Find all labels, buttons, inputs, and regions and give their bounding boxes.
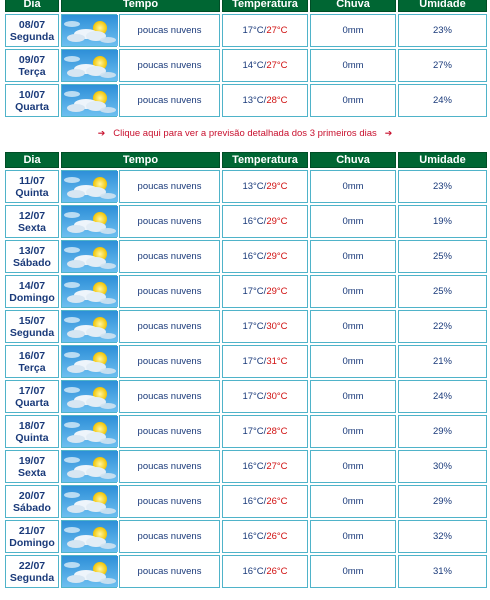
weekday: Sexta [17, 466, 47, 479]
rain-cell: 0mm [310, 555, 396, 588]
min-temp: 17°C [242, 426, 264, 437]
forecast-table-first-days [3, 0, 489, 119]
table-row [5, 84, 487, 117]
date: 14/07 [18, 279, 46, 292]
max-temp: 30°C [266, 321, 288, 332]
day-cell [5, 14, 59, 47]
weather-description: poucas nuvens [119, 555, 220, 588]
min-temp: 16°C [242, 216, 264, 227]
partly-cloudy-icon [62, 381, 118, 412]
table-header-row [5, 0, 487, 12]
day-cell [5, 275, 59, 308]
day-cell [5, 49, 59, 82]
weather-description: poucas nuvens [119, 415, 220, 448]
date: 22/07 [18, 559, 46, 572]
partly-cloudy-icon [62, 451, 118, 482]
weather-description: poucas nuvens [119, 14, 220, 47]
humidity-cell: 22% [398, 310, 487, 343]
weekday: Domingo [9, 536, 55, 549]
header-humidity: Umidade [398, 152, 487, 168]
min-temp: 13°C [242, 95, 264, 106]
max-temp: 30°C [266, 391, 288, 402]
day-cell [5, 345, 59, 378]
header-temperature: Temperatura [222, 0, 308, 12]
weather-icon-cell [61, 205, 117, 238]
temperature-cell: 13°C/28°C [222, 84, 308, 117]
header-weather: Tempo [61, 0, 220, 12]
partly-cloudy-icon [62, 15, 118, 46]
date: 15/07 [18, 314, 46, 327]
max-temp: 29°C [266, 216, 288, 227]
day-cell [5, 520, 59, 553]
rain-cell: 0mm [310, 240, 396, 273]
humidity-cell: 24% [398, 84, 487, 117]
weather-description: poucas nuvens [119, 49, 220, 82]
max-temp: 29°C [266, 251, 288, 262]
temperature-cell: 17°C/29°C [222, 275, 308, 308]
table-row [5, 485, 487, 518]
weather-icon-cell [61, 450, 117, 483]
header-day: Dia [5, 0, 59, 12]
date: 17/07 [18, 384, 46, 397]
table-row [5, 555, 487, 588]
weekday: Domingo [9, 291, 55, 304]
day-cell [5, 170, 59, 203]
date: 19/07 [18, 454, 46, 467]
header-temperature: Temperatura [222, 152, 308, 168]
weather-description: poucas nuvens [119, 275, 220, 308]
weather-icon-cell [61, 345, 117, 378]
table-row [5, 205, 487, 238]
max-temp: 28°C [266, 426, 288, 437]
partly-cloudy-icon [62, 171, 118, 202]
max-temp: 27°C [266, 60, 288, 71]
humidity-cell: 27% [398, 49, 487, 82]
humidity-cell: 21% [398, 345, 487, 378]
max-temp: 31°C [266, 356, 288, 367]
rain-cell: 0mm [310, 275, 396, 308]
weekday: Segunda [9, 571, 55, 584]
table-row [5, 520, 487, 553]
partly-cloudy-icon [62, 276, 118, 307]
max-temp: 27°C [266, 25, 288, 36]
weather-icon-cell [61, 275, 117, 308]
table-row [5, 380, 487, 413]
table-header-row [5, 152, 487, 168]
weather-icon-cell [61, 380, 117, 413]
rain-cell: 0mm [310, 170, 396, 203]
humidity-cell: 25% [398, 240, 487, 273]
table-row [5, 49, 487, 82]
partly-cloudy-icon [62, 416, 118, 447]
weekday: Quarta [15, 100, 49, 113]
min-temp: 14°C [242, 60, 264, 71]
weather-icon-cell [61, 49, 117, 82]
day-cell [5, 415, 59, 448]
rain-cell: 0mm [310, 49, 396, 82]
day-cell [5, 205, 59, 238]
header-rain: Chuva [310, 0, 396, 12]
partly-cloudy-icon [62, 50, 118, 81]
weather-description: poucas nuvens [119, 310, 220, 343]
partly-cloudy-icon [62, 486, 118, 517]
humidity-cell: 19% [398, 205, 487, 238]
temperature-cell: 16°C/27°C [222, 450, 308, 483]
table-row [5, 310, 487, 343]
partly-cloudy-icon [62, 241, 118, 272]
rain-cell: 0mm [310, 84, 396, 117]
table-row [5, 170, 487, 203]
weather-icon-cell [61, 555, 117, 588]
humidity-cell: 29% [398, 415, 487, 448]
weather-icon-cell [61, 84, 117, 117]
weekday: Sexta [17, 221, 47, 234]
humidity-cell: 29% [398, 485, 487, 518]
max-temp: 27°C [266, 461, 288, 472]
min-temp: 16°C [242, 531, 264, 542]
weather-description: poucas nuvens [119, 450, 220, 483]
partly-cloudy-icon [62, 85, 118, 116]
table-row [5, 450, 487, 483]
temperature-cell: 16°C/29°C [222, 205, 308, 238]
weather-description: poucas nuvens [119, 240, 220, 273]
max-temp: 29°C [266, 286, 288, 297]
weekday: Quinta [15, 431, 49, 444]
weather-icon-cell [61, 520, 117, 553]
table-row [5, 240, 487, 273]
weather-icon-cell [61, 14, 117, 47]
arrow-left-icon: ➔ [384, 128, 393, 138]
min-temp: 17°C [242, 391, 264, 402]
max-temp: 29°C [266, 181, 288, 192]
weekday: Quinta [15, 186, 49, 199]
day-cell [5, 240, 59, 273]
rain-cell: 0mm [310, 380, 396, 413]
weather-icon-cell [61, 310, 117, 343]
rain-cell: 0mm [310, 345, 396, 378]
humidity-cell: 24% [398, 380, 487, 413]
temperature-cell: 16°C/26°C [222, 555, 308, 588]
weekday: Quarta [15, 396, 49, 409]
max-temp: 26°C [266, 566, 288, 577]
date: 10/07 [18, 88, 46, 101]
table-row [5, 415, 487, 448]
weekday: Segunda [9, 326, 55, 339]
min-temp: 16°C [242, 251, 264, 262]
temperature-cell: 16°C/26°C [222, 485, 308, 518]
table-row [5, 345, 487, 378]
partly-cloudy-icon [62, 521, 118, 552]
rain-cell: 0mm [310, 310, 396, 343]
header-day: Dia [5, 152, 59, 168]
day-cell [5, 84, 59, 117]
temperature-cell: 17°C/27°C [222, 14, 308, 47]
weather-description: poucas nuvens [119, 205, 220, 238]
partly-cloudy-icon [62, 556, 118, 587]
humidity-cell: 25% [398, 275, 487, 308]
header-rain: Chuva [310, 152, 396, 168]
notice-text[interactable]: Clique aqui para ver a previsão detalhada dos 3 primeiros dias [113, 128, 377, 139]
day-cell [5, 555, 59, 588]
weekday: Terça [18, 65, 46, 78]
date: 11/07 [19, 174, 45, 187]
table-row [5, 275, 487, 308]
day-cell [5, 450, 59, 483]
date: 20/07 [18, 489, 46, 502]
day-cell [5, 485, 59, 518]
date: 13/07 [18, 244, 46, 257]
max-temp: 26°C [266, 496, 288, 507]
date: 16/07 [18, 349, 46, 362]
partly-cloudy-icon [62, 311, 118, 342]
rain-cell: 0mm [310, 450, 396, 483]
date: 09/07 [18, 53, 46, 66]
day-cell [5, 310, 59, 343]
date: 18/07 [18, 419, 46, 432]
weather-description: poucas nuvens [119, 170, 220, 203]
weather-icon-cell [61, 240, 117, 273]
weather-description: poucas nuvens [119, 380, 220, 413]
table-row [5, 14, 487, 47]
min-temp: 17°C [242, 321, 264, 332]
max-temp: 28°C [266, 95, 288, 106]
min-temp: 17°C [242, 286, 264, 297]
min-temp: 17°C [242, 356, 264, 367]
min-temp: 16°C [242, 496, 264, 507]
temperature-cell: 16°C/29°C [222, 240, 308, 273]
humidity-cell: 23% [398, 170, 487, 203]
weather-description: poucas nuvens [119, 345, 220, 378]
rain-cell: 0mm [310, 520, 396, 553]
temperature-cell: 17°C/30°C [222, 380, 308, 413]
weekday: Terça [18, 361, 46, 374]
rain-cell: 0mm [310, 415, 396, 448]
temperature-cell: 17°C/31°C [222, 345, 308, 378]
humidity-cell: 32% [398, 520, 487, 553]
temperature-cell: 16°C/26°C [222, 520, 308, 553]
arrow-right-icon: ➔ [97, 128, 106, 138]
min-temp: 16°C [242, 461, 264, 472]
rain-cell: 0mm [310, 14, 396, 47]
weather-description: poucas nuvens [119, 520, 220, 553]
detailed-forecast-link[interactable] [0, 128, 490, 142]
min-temp: 17°C [242, 25, 264, 36]
header-humidity: Umidade [398, 0, 487, 12]
weather-description: poucas nuvens [119, 84, 220, 117]
day-cell [5, 380, 59, 413]
partly-cloudy-icon [62, 206, 118, 237]
weather-icon-cell [61, 170, 117, 203]
weather-icon-cell [61, 415, 117, 448]
weekday: Sábado [13, 501, 51, 514]
weather-description: poucas nuvens [119, 485, 220, 518]
min-temp: 16°C [242, 566, 264, 577]
humidity-cell: 30% [398, 450, 487, 483]
temperature-cell: 17°C/28°C [222, 415, 308, 448]
weather-icon-cell [61, 485, 117, 518]
temperature-cell: 14°C/27°C [222, 49, 308, 82]
date: 08/07 [18, 18, 46, 31]
weekday: Sábado [13, 256, 51, 269]
humidity-cell: 31% [398, 555, 487, 588]
temperature-cell: 17°C/30°C [222, 310, 308, 343]
humidity-cell: 23% [398, 14, 487, 47]
forecast-table [3, 150, 489, 590]
partly-cloudy-icon [62, 346, 118, 377]
weekday: Segunda [9, 30, 55, 43]
header-weather: Tempo [61, 152, 220, 168]
date: 21/07 [18, 524, 46, 537]
rain-cell: 0mm [310, 205, 396, 238]
max-temp: 26°C [266, 531, 288, 542]
rain-cell: 0mm [310, 485, 396, 518]
min-temp: 13°C [242, 181, 264, 192]
date: 12/07 [18, 209, 46, 222]
temperature-cell: 13°C/29°C [222, 170, 308, 203]
